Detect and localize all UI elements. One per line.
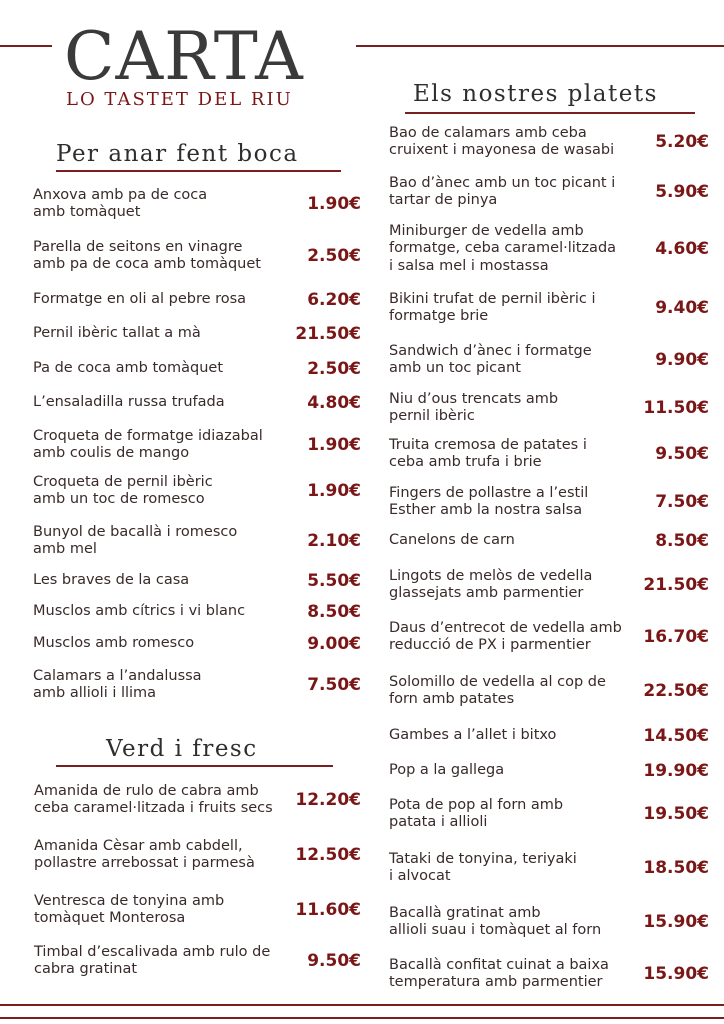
dish-name: Musclos amb romesco [33,635,195,652]
dish-price: 5.20€ [655,132,709,152]
dish-price: 8.50€ [307,602,361,622]
dish-price: 12.50€ [295,845,361,865]
dish-name: Sandwich d’ànec i formatge amb un toc picant [389,342,592,376]
dish-name: Canelons de carn [389,532,515,549]
dish-price: 5.90€ [655,182,709,202]
menu-item [389,796,709,832]
platets-heading-rule [405,112,695,114]
dish-name: Amanida Cèsar amb cabdell, pollastre arrebossat i parmesà [34,837,255,871]
dish-name: Niu d’ous trencats amb pernil ibèric [389,390,559,424]
menu-item [33,602,361,622]
dish-name: Truita cremosa de patates i ceba amb trufa i brie [389,436,587,470]
dish-price: 2.10€ [307,531,361,551]
menu-item [33,359,361,379]
dish-price: 11.50€ [643,398,709,418]
menu-item [389,222,709,276]
dish-price: 9.40€ [655,298,709,318]
menu-item [389,124,709,160]
dish-name: Amanida de rulo de cabra amb ceba caramel·litzada i fruits secs [34,782,273,816]
menu-title: CARTA [64,18,304,95]
dish-name: Pernil ibèric tallat a mà [33,325,201,342]
dish-name: Croqueta de pernil ibèric amb un toc de romesco [33,473,213,507]
dish-price: 7.50€ [655,492,709,512]
dish-name: Solomillo de vedella al cop de forn amb patates [389,673,606,707]
restaurant-name: LO TASTET DEL RIU [66,89,293,110]
menu-item [389,290,709,326]
dish-price: 18.50€ [643,858,709,878]
dish-name: Pop a la gallega [389,762,505,779]
dish-name: Fingers de pollastre a l’estil Esther amb la nostra salsa [389,484,589,518]
dish-price: 1.90€ [307,194,361,214]
section-heading-boca: Per anar fent boca [56,141,299,167]
menu-item [389,174,709,210]
dish-name: Timbal d’escalivada amb rulo de cabra gratinat [34,943,271,977]
dish-price: 2.50€ [307,246,361,266]
menu-item [389,619,709,655]
dish-price: 12.20€ [295,790,361,810]
dish-name: Musclos amb cítrics i vi blanc [33,603,246,620]
dish-price: 7.50€ [307,675,361,695]
menu-item [389,850,709,886]
menu-item [34,837,361,873]
menu-item [33,571,361,591]
dish-name: Formatge en oli al pebre rosa [33,291,247,308]
section-heading-verd: Verd i fresc [106,736,258,762]
menu-item [33,324,361,344]
dish-name: Miniburger de vedella amb formatge, ceba caramel·litzada i salsa mel i mostassa [389,222,617,274]
menu-item [33,667,361,703]
dish-price: 5.50€ [307,571,361,591]
menu-item [389,342,709,378]
menu-item [33,634,361,654]
dish-name: Pa de coca amb tomàquet [33,360,224,377]
menu-item [33,186,361,222]
dish-price: 14.50€ [643,726,709,746]
dish-price: 21.50€ [295,324,361,344]
dish-name: Bacallà gratinat amb allioli suau i tomàquet al forn [389,904,602,938]
menu-item [389,567,709,603]
menu-item [389,904,709,940]
menu-item [389,436,709,472]
top-left-rule [0,45,52,47]
dish-name: Gambes a l’allet i bitxo [389,727,557,744]
dish-price: 15.90€ [643,964,709,984]
dish-name: Lingots de melòs de vedella glassejats amb parmentier [389,567,593,601]
dish-price: 8.50€ [655,531,709,551]
dish-price: 9.90€ [655,350,709,370]
dish-price: 4.80€ [307,393,361,413]
dish-name: Bikini trufat de pernil ibèric i formatge brie [389,290,596,324]
dish-name: Tataki de tonyina, teriyaki i alvocat [389,850,577,884]
menu-item [33,393,361,413]
menu-item [33,473,361,509]
dish-price: 15.90€ [643,912,709,932]
menu-item [389,673,709,709]
dish-price: 6.20€ [307,290,361,310]
dish-name: Croqueta de formatge idiazabal amb coulis de mango [33,427,263,461]
dish-price: 9.50€ [307,951,361,971]
top-right-rule [356,45,724,47]
dish-name: Bunyol de bacallà i romesco amb mel [33,523,238,557]
dish-name: Calamars a l’andalussa amb allioli i llima [33,667,202,701]
menu-item [389,761,709,781]
menu-item [34,943,361,979]
dish-name: Les braves de la casa [33,572,190,589]
dish-name: Daus d’entrecot de vedella amb reducció de PX i parmentier [389,619,622,653]
dish-price: 16.70€ [643,627,709,647]
dish-name: Pota de pop al forn amb patata i allioli [389,796,564,830]
dish-price: 4.60€ [655,239,709,259]
verd-heading-rule [56,765,333,767]
menu-item [389,484,709,520]
menu-item [389,390,709,426]
menu-item [33,290,361,310]
dish-name: Ventresca de tonyina amb tomàquet Monterosa [34,892,225,926]
dish-name: Bao d’ànec amb un toc picant i tartar de pinya [389,174,616,208]
dish-price: 21.50€ [643,575,709,595]
dish-name: Anxova amb pa de coca amb tomàquet [33,186,208,220]
menu-item [33,427,361,463]
menu-item [34,892,361,928]
boca-heading-rule [56,170,341,172]
bottom-rule-1 [0,1004,724,1006]
dish-price: 19.50€ [643,804,709,824]
section-heading-platets: Els nostres platets [413,81,658,107]
dish-price: 19.90€ [643,761,709,781]
menu-item [33,523,361,559]
menu-item [389,726,709,746]
dish-price: 1.90€ [307,481,361,501]
dish-price: 2.50€ [307,359,361,379]
menu-item [33,238,361,274]
menu-item [389,531,709,551]
dish-price: 9.00€ [307,634,361,654]
dish-price: 1.90€ [307,435,361,455]
dish-price: 22.50€ [643,681,709,701]
dish-name: Parella de seitons en vinagre amb pa de coca amb tomàquet [33,238,261,272]
dish-price: 9.50€ [655,444,709,464]
dish-name: Bacallà confitat cuinat a baixa temperatura amb parmentier [389,956,609,990]
bottom-rule-2 [0,1017,724,1019]
dish-name: L’ensaladilla russa trufada [33,394,225,411]
dish-name: Bao de calamars amb ceba cruixent i mayonesa de wasabi [389,124,615,158]
dish-price: 11.60€ [295,900,361,920]
menu-item [389,956,709,992]
menu-item [34,782,361,818]
